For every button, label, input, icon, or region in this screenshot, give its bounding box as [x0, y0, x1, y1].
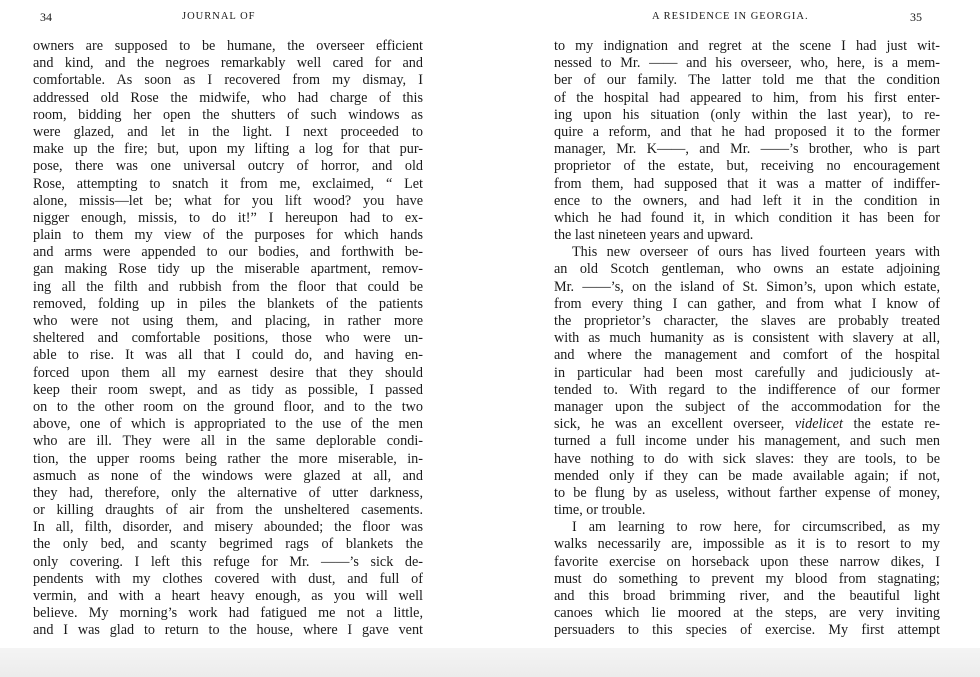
- text-line: Rose, attempting to snatch it from me, exclaimed, “ Let: [33, 175, 423, 192]
- text-line: addressed old Rose the midwife, who had charge of this: [33, 89, 423, 106]
- text-line: and arms were appended to our bodies, and forthwith be-: [33, 244, 423, 261]
- text-line: sheltered and comfortable positions, those who were un-: [33, 330, 423, 347]
- text-line: nigger enough, missis, to do it!” I hereupon had to ex-: [33, 209, 423, 226]
- text-line: canoes which lie moored at the steps, are very inviting: [554, 605, 940, 622]
- text-line: of the hospital had appeared to him, from his first enter-: [554, 89, 940, 106]
- text-line: manager, Mr. K——, and Mr. ——’s brother, who is part: [554, 141, 940, 158]
- text-line: pose, there was one universal outcry of horror, and old: [33, 158, 423, 175]
- right-page-text: [554, 38, 940, 640]
- text-line: ing all the filth and rubbish from the floor that could be: [33, 278, 423, 295]
- text-line: proprietor of the estate, but, receiving no encouragement: [554, 158, 940, 175]
- text-line: which he had found it, in which condition it has been for: [554, 209, 940, 226]
- text-line: vermin, and with a heart heavy enough, as you will well: [33, 588, 423, 604]
- text-line: believe. My morning’s work had fatigued me not a little,: [33, 605, 423, 622]
- text-line: to be flung by as useless, without farther expense of money,: [554, 484, 940, 501]
- text-line: the proprietor’s character, the slaves are probably treated: [554, 313, 940, 329]
- running-title-right: A RESIDENCE IN GEORGIA.: [652, 11, 809, 22]
- text-line: have nothing to do with sick slaves: they are tools, to be: [554, 450, 940, 467]
- text-line: on to the other room on the ground floor, and to the two: [33, 398, 423, 415]
- text-line: I am learning to row here, for circumscribed, as my: [572, 519, 940, 536]
- text-line: to my indignation and regret at the scene I had just wit-: [554, 38, 940, 54]
- text-line: ber of our family. The latter told me that the condition: [554, 72, 940, 89]
- text-line: ence to the owners, and had left it in the condition in: [554, 192, 940, 209]
- text-line: the only bed, and scanty begrimed rags of blankets the: [33, 536, 423, 553]
- text-line: pendents with my clothes covered with dust, and full of: [33, 570, 423, 587]
- page-number-right: 35: [910, 10, 922, 24]
- text-line: plain to them my view of the purposes for which hands: [33, 227, 423, 244]
- text-line: they had, therefore, only the alternative of utter darkness,: [33, 484, 423, 501]
- running-title-left: JOURNAL OF: [182, 11, 256, 22]
- text-line: from them, had supposed that it was a matter of indiffer-: [554, 175, 940, 192]
- text-line: walks necessarily are, impossible as it is to resort to my: [554, 536, 940, 553]
- text-line: keep their room swept, and as tidy as possible, I passed: [33, 381, 423, 398]
- text-line: manager upon the subject of the accommodation for the: [554, 398, 940, 415]
- text-line: able to rise. It was all that I could do, and having en-: [33, 347, 423, 364]
- text-line: nessed to Mr. —— and his overseer, who, here, is a mem-: [554, 55, 940, 72]
- text-line: persuaders to this species of exercise. My first attempt: [554, 622, 940, 639]
- text-line: tion, the upper rooms being rather the more miserable, in-: [33, 450, 423, 467]
- scan-bottom-margin: [0, 648, 980, 677]
- text-line: in particular had been most carefully and judiciously at-: [554, 364, 940, 381]
- text-line: asmuch as none of the windows were glazed at all, and: [33, 467, 423, 484]
- text-line: mended only if they can be made available again; if not,: [554, 467, 940, 484]
- text-line: make up the fire; but, upon my lifting a log for that pur-: [33, 141, 423, 158]
- text-line: turned a full income under his management, and such men: [554, 433, 940, 450]
- text-line: comfortable. As soon as I recovered from my dismay, I: [33, 72, 423, 89]
- text-line: must do something to prevent my blood from stagnating;: [554, 570, 940, 587]
- text-line: the last nineteen years and upward.: [554, 227, 754, 244]
- text-line: and where the management and comfort of the hospital: [554, 347, 940, 364]
- text-line: In all, filth, disorder, and misery abounded; the floor was: [33, 519, 423, 536]
- text-line: Mr. ——’s, on the island of St. Simon’s, upon which estate,: [554, 278, 940, 295]
- text-line: room, bidding her open the shutters of such windows as: [33, 106, 423, 123]
- text-line: an old Scotch gentleman, who owns an estate adjoining: [554, 261, 940, 278]
- text-line: time, or trouble.: [554, 502, 646, 519]
- text-line: who were not using them, and placing, in rather more: [33, 313, 423, 329]
- text-line: with as much humanity as is consistent with slavery at all,: [554, 330, 940, 347]
- left-page: [0, 0, 470, 677]
- page-number-left: 34: [40, 10, 52, 24]
- text-line: were glazed, and let in the light. I next proceeded to: [33, 123, 423, 140]
- text-line: favorite exercise on horseback upon these narrow dikes, I: [554, 553, 940, 570]
- text-line: forced upon them all my earnest desire that they should: [33, 364, 423, 381]
- text-line: quire a reform, and that he had proposed it to the former: [554, 123, 940, 140]
- text-line: gan making Rose tidy up the miserable apartment, remov-: [33, 261, 423, 278]
- text-line: or killing draughts of air from the unsheltered casements.: [33, 502, 423, 519]
- right-page: [500, 0, 980, 677]
- text-line: sick, he was an excellent overseer, videlicet the estate re-: [554, 416, 941, 433]
- left-page-text: [33, 38, 423, 640]
- running-head-left: [0, 10, 470, 26]
- text-line: removed, folding up in piles the blankets of the patients: [33, 295, 423, 312]
- text-line: alone, missis—let be; what for you lift wood? you have: [33, 192, 423, 209]
- running-head-right: [500, 10, 980, 26]
- text-line: and kind, and the negroes remarkably well cared for and: [33, 55, 423, 72]
- text-line: from every thing I can gather, and from what I know of: [554, 295, 940, 312]
- text-line: who are ill. They were all in the same deplorable condi-: [33, 433, 423, 450]
- text-line: ing upon his situation (only within the last year), to re-: [554, 106, 940, 123]
- text-line: above, one of which is appropriated to the use of the men: [33, 416, 423, 433]
- text-line: owners are supposed to be humane, the overseer efficient: [33, 38, 423, 54]
- text-line: This new overseer of ours has lived fourteen years with: [572, 244, 940, 261]
- text-line: and this broad brimming river, and the beautiful light: [554, 588, 940, 604]
- text-line: tended to. With regard to the indifference of our former: [554, 381, 940, 398]
- text-line: and I was glad to return to the house, where I gave vent: [33, 622, 423, 639]
- text-line: only covering. I left this refuge for Mr. ——’s sick de-: [33, 553, 423, 570]
